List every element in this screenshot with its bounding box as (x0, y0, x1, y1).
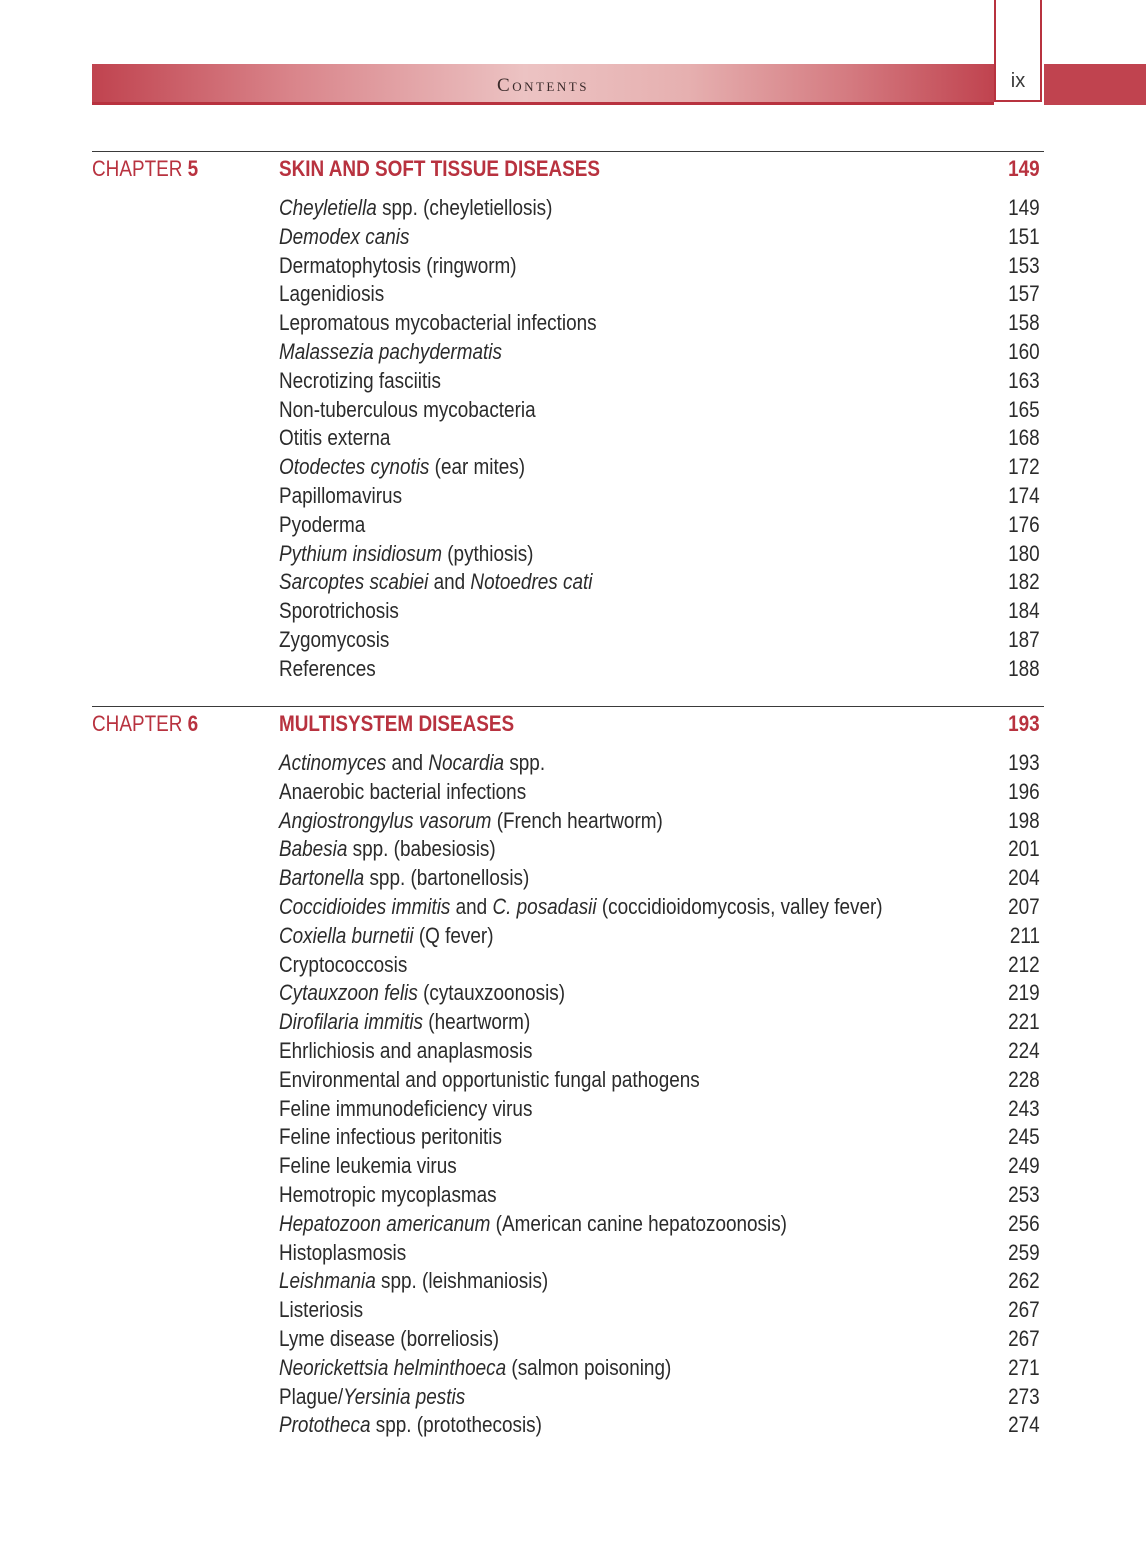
toc-entry-title (279, 1296, 363, 1325)
toc-entry[interactable] (279, 951, 1040, 980)
chapter-page: 149 (1008, 156, 1040, 181)
toc-entry-page: 271 (1008, 1354, 1040, 1380)
toc-entry-page: 253 (1008, 1181, 1040, 1207)
toc-entry-title (279, 223, 409, 252)
toc-entry-page: 259 (1008, 1239, 1040, 1265)
toc-entry-title (279, 309, 597, 338)
toc-entry-page: 207 (1008, 893, 1040, 919)
toc-entry-title (279, 655, 376, 684)
toc-entry-italic-text: Coccidioides immitis (279, 893, 451, 919)
toc-entry-title (279, 1037, 532, 1066)
toc-entry-italic-text: Sarcoptes scabiei (279, 569, 429, 595)
page-edge-band (1044, 64, 1146, 105)
toc-entry-text: (ear mites) (429, 454, 526, 480)
toc-entry-page: 174 (1008, 482, 1040, 508)
toc-entry-italic-text: Bartonella (279, 865, 365, 891)
toc-entry-italic-text: Malassezia pachydermatis (279, 338, 502, 364)
toc-entry[interactable] (279, 1066, 1040, 1095)
toc-entry-text: Lagenidiosis (279, 281, 385, 307)
toc-entry-text: (coccidioidomycosis, valley fever) (596, 893, 883, 919)
toc-entry-title (279, 1210, 787, 1239)
chapter-label (92, 156, 198, 182)
page-number: ix (1010, 70, 1026, 92)
toc-entry[interactable] (279, 778, 1040, 807)
toc-entry-italic-text: Actinomyces (279, 750, 387, 775)
toc-entry-title (279, 864, 529, 893)
toc-entry-page: 245 (1008, 1124, 1040, 1150)
toc-entry-page: 198 (1008, 807, 1040, 833)
toc-entry[interactable] (279, 1181, 1040, 1210)
toc-entry[interactable] (279, 338, 1040, 367)
toc-entry[interactable] (279, 1267, 1040, 1296)
toc-entry-title (279, 597, 399, 626)
toc-entry[interactable] (279, 1095, 1040, 1124)
toc-entry-title (279, 1267, 548, 1296)
chapter-5-heading (92, 151, 1044, 181)
toc-entry[interactable] (279, 194, 1040, 223)
toc-entry-page: 180 (1008, 540, 1040, 566)
toc-entry-page: 262 (1008, 1268, 1040, 1294)
toc-entry-page: 160 (1008, 338, 1040, 364)
toc-entry-title (279, 893, 883, 922)
toc-entry-text: Lyme disease (borreliosis) (279, 1325, 500, 1351)
toc-entry-page: 188 (1008, 655, 1040, 681)
toc-entry[interactable] (279, 1239, 1040, 1268)
toc-entry[interactable] (279, 1037, 1040, 1066)
toc-entry-text: (American canine hepatozoonosis) (490, 1210, 787, 1236)
toc-entry-italic-text: Angiostrongylus vasorum (279, 807, 492, 833)
toc-entry-page: 274 (1008, 1412, 1040, 1438)
toc-entry-text: Environmental and opportunistic fungal pathogens (279, 1066, 700, 1092)
toc-entry-page: 149 (1008, 195, 1040, 220)
toc-entry[interactable] (279, 655, 1040, 684)
toc-entry[interactable] (279, 893, 1040, 922)
toc-entry-text: and (386, 750, 429, 775)
toc-entry[interactable] (279, 396, 1040, 425)
toc-entry-page: 273 (1008, 1383, 1040, 1409)
chapter-title: MULTISYSTEM DISEASES (279, 711, 515, 736)
toc-entry-page: 219 (1008, 980, 1040, 1006)
toc-entry-italic-text: Demodex canis (279, 223, 410, 249)
toc-entry-text: Necrotizing fasciitis (279, 367, 441, 393)
toc-entry-text: Feline immunodeficiency virus (279, 1095, 533, 1121)
toc-entry-page: 196 (1008, 778, 1040, 804)
toc-entry[interactable] (279, 807, 1040, 836)
toc-entry-page: 267 (1008, 1297, 1040, 1323)
toc-entry-italic-text: Leishmania (279, 1268, 376, 1294)
toc-entry-title (279, 1095, 532, 1124)
toc-entry-italic-text: Yersinia pestis (343, 1383, 466, 1409)
toc-entry[interactable] (279, 749, 1040, 778)
toc-entry-text: Histoplasmosis (279, 1239, 407, 1265)
toc-entry-text: spp. (leishmaniosis) (375, 1268, 549, 1294)
toc-entry[interactable] (279, 424, 1040, 453)
toc-entry-text: and (450, 893, 493, 919)
toc-entry-title (279, 396, 536, 425)
toc-entry[interactable] (279, 626, 1040, 655)
running-header-title: Contents (497, 75, 589, 96)
toc-entry-title (279, 1152, 457, 1181)
chapter-page: 193 (1008, 711, 1040, 736)
toc-entry-page: 249 (1008, 1153, 1040, 1179)
toc-entry-title (279, 367, 441, 396)
toc-entry-italic-text: Coxiella burnetii (279, 922, 414, 948)
toc-entry-text: (salmon poisoning) (506, 1354, 672, 1380)
toc-entry-text: Feline leukemia virus (279, 1153, 457, 1179)
toc-entry-text: Listeriosis (279, 1297, 364, 1323)
toc-entry-text: spp. (cheyletiellosis) (376, 195, 553, 220)
toc-entry-title (279, 1123, 502, 1152)
chapter-number: 6 (187, 711, 199, 736)
toc-entry-title (279, 252, 517, 281)
toc-entry[interactable] (279, 367, 1040, 396)
toc-entry[interactable] (279, 453, 1040, 482)
toc-entry-title (279, 280, 384, 309)
toc-entry-text: (Q fever) (413, 922, 494, 948)
toc-entry-title (279, 568, 592, 597)
toc-entry-page: 211 (1009, 922, 1040, 948)
toc-entry-text: Feline infectious peritonitis (279, 1124, 502, 1150)
toc-entry[interactable] (279, 1008, 1040, 1037)
toc-entry-page: 168 (1008, 425, 1040, 451)
toc-entry-title (279, 540, 533, 569)
toc-entry-text: Zygomycosis (279, 626, 390, 652)
toc-entry-title (279, 1325, 499, 1354)
toc-entry-title (279, 424, 390, 453)
toc-entry[interactable] (279, 922, 1040, 951)
toc-entry-page: 187 (1008, 626, 1040, 652)
toc-entry-text: spp. (protothecosis) (370, 1412, 542, 1438)
toc-entry-page: 184 (1008, 598, 1040, 624)
toc-entry[interactable] (279, 864, 1040, 893)
toc-entry-page: 172 (1008, 454, 1040, 480)
toc-entry-text: spp. (bartonellosis) (364, 865, 530, 891)
toc-entry-title (279, 979, 565, 1008)
chapter-label (92, 711, 198, 737)
toc-entry-title (279, 482, 402, 511)
toc-entry-page: 201 (1008, 836, 1040, 862)
toc-entry-title (279, 453, 525, 482)
toc-entry[interactable] (279, 482, 1040, 511)
chapter-6-entries (279, 749, 1040, 1440)
toc-entry-title (279, 1354, 671, 1383)
toc-entry-title (279, 1411, 542, 1440)
toc-entry-page: 204 (1008, 865, 1040, 891)
toc-entry-page: 267 (1008, 1325, 1040, 1351)
toc-entry-text: spp. (babesiosis) (347, 836, 496, 862)
toc-entry-page: 163 (1008, 367, 1040, 393)
toc-entry-italic-text: Pythium insidiosum (279, 540, 442, 566)
toc-entry-page: 151 (1008, 223, 1040, 249)
toc-entry-page: 228 (1008, 1066, 1040, 1092)
toc-entry-italic-text: Cheyletiella (279, 195, 377, 220)
toc-entry[interactable] (279, 309, 1040, 338)
toc-entry-italic-text: Neorickettsia helminthoeca (279, 1354, 507, 1380)
toc-entry-title (279, 778, 526, 807)
toc-entry-page: 193 (1008, 750, 1040, 775)
toc-entry[interactable] (279, 1210, 1040, 1239)
toc-entry-title (279, 1239, 406, 1268)
toc-entry-text: Sporotrichosis (279, 598, 399, 624)
toc-entry[interactable] (279, 223, 1040, 252)
toc-entry[interactable] (279, 280, 1040, 309)
chapter-number: 5 (187, 156, 199, 181)
toc-entry-text: Lepromatous mycobacterial infections (279, 310, 597, 336)
toc-entry[interactable] (279, 1411, 1040, 1440)
toc-entry-page: 212 (1008, 951, 1040, 977)
toc-entry-italic-text: Notoedres cati (470, 569, 593, 595)
toc-entry-text: Pyoderma (279, 511, 366, 537)
toc-entry-italic-text: Hepatozoon americanum (279, 1210, 491, 1236)
chapter-5-entries (279, 194, 1040, 684)
toc-entry-title (279, 807, 663, 836)
toc-entry-title (279, 338, 502, 367)
toc-entry-title (279, 951, 407, 980)
toc-entry-text: References (279, 655, 376, 681)
toc-entry-page: 158 (1008, 310, 1040, 336)
toc-entry-page: 224 (1008, 1037, 1040, 1063)
toc-entry-page: 176 (1008, 511, 1040, 537)
toc-entry-text: Dermatophytosis (ringworm) (279, 252, 517, 278)
toc-entry[interactable] (279, 597, 1040, 626)
toc-entry-text: (pythiosis) (441, 540, 534, 566)
toc-entry-title (279, 749, 545, 778)
toc-entry-title (279, 835, 496, 864)
toc-entry-page: 165 (1008, 396, 1040, 422)
toc-entry-italic-text: Prototheca (279, 1412, 371, 1438)
toc-entry-text: and (428, 569, 471, 595)
toc-entry-text: Ehrlichiosis and anaplasmosis (279, 1037, 533, 1063)
toc-entry[interactable] (279, 1383, 1040, 1412)
toc-entry-title (279, 922, 494, 951)
toc-entry-title (279, 1181, 497, 1210)
toc-entry-text: (heartworm) (423, 1009, 531, 1035)
chapter-6-heading (92, 706, 1044, 736)
toc-entry[interactable] (279, 1123, 1040, 1152)
toc-entry-page: 221 (1008, 1009, 1040, 1035)
toc-entry-text: (French heartworm) (491, 807, 663, 833)
toc-entry-italic-text: Nocardia (428, 750, 505, 775)
toc-entry-page: 243 (1008, 1095, 1040, 1121)
toc-entry-italic-text: Dirofilaria immitis (279, 1009, 424, 1035)
toc-entry-page: 153 (1008, 252, 1040, 278)
toc-entry[interactable] (279, 540, 1040, 569)
toc-entry-text: Otitis externa (279, 425, 391, 451)
toc-entry-title (279, 1066, 700, 1095)
toc-entry-italic-text: C. posadasii (492, 893, 597, 919)
toc-entry-title (279, 1008, 530, 1037)
toc-entry-text: (cytauxzoonosis) (417, 980, 566, 1006)
toc-entry[interactable] (279, 252, 1040, 281)
toc-entry[interactable] (279, 511, 1040, 540)
toc-entry-italic-text: Babesia (279, 836, 348, 862)
toc-entry-title (279, 626, 389, 655)
toc-entry-page: 157 (1008, 281, 1040, 307)
toc-entry-title (279, 194, 552, 223)
toc-entry-text: Cryptococcosis (279, 951, 408, 977)
toc-entry-text: Anaerobic bacterial infections (279, 778, 527, 804)
toc-entry-title (279, 511, 365, 540)
toc-entry[interactable] (279, 1325, 1040, 1354)
toc-entry[interactable] (279, 979, 1040, 1008)
chapter-word: CHAPTER (92, 156, 183, 181)
chapter-word: CHAPTER (92, 711, 183, 736)
toc-entry-text: Non-tuberculous mycobacteria (279, 396, 536, 422)
toc-entry-italic-text: Otodectes cynotis (279, 454, 430, 480)
toc-entry[interactable] (279, 1152, 1040, 1181)
toc-entry-italic-text: Cytauxzoon felis (279, 980, 418, 1006)
chapter-title: SKIN AND SOFT TISSUE DISEASES (279, 156, 600, 181)
toc-entry-page: 182 (1008, 569, 1040, 595)
toc-entry-text: Hemotropic mycoplasmas (279, 1181, 497, 1207)
toc-entry-text: Plague/ (279, 1383, 344, 1409)
toc-entry-title (279, 1383, 465, 1412)
toc-entry-text: spp. (504, 750, 546, 775)
toc-entry[interactable] (279, 568, 1040, 597)
toc-entry[interactable] (279, 1296, 1040, 1325)
toc-entry-page: 256 (1008, 1210, 1040, 1236)
toc-entry[interactable] (279, 1354, 1040, 1383)
toc-entry[interactable] (279, 835, 1040, 864)
toc-entry-text: Papillomavirus (279, 482, 403, 508)
